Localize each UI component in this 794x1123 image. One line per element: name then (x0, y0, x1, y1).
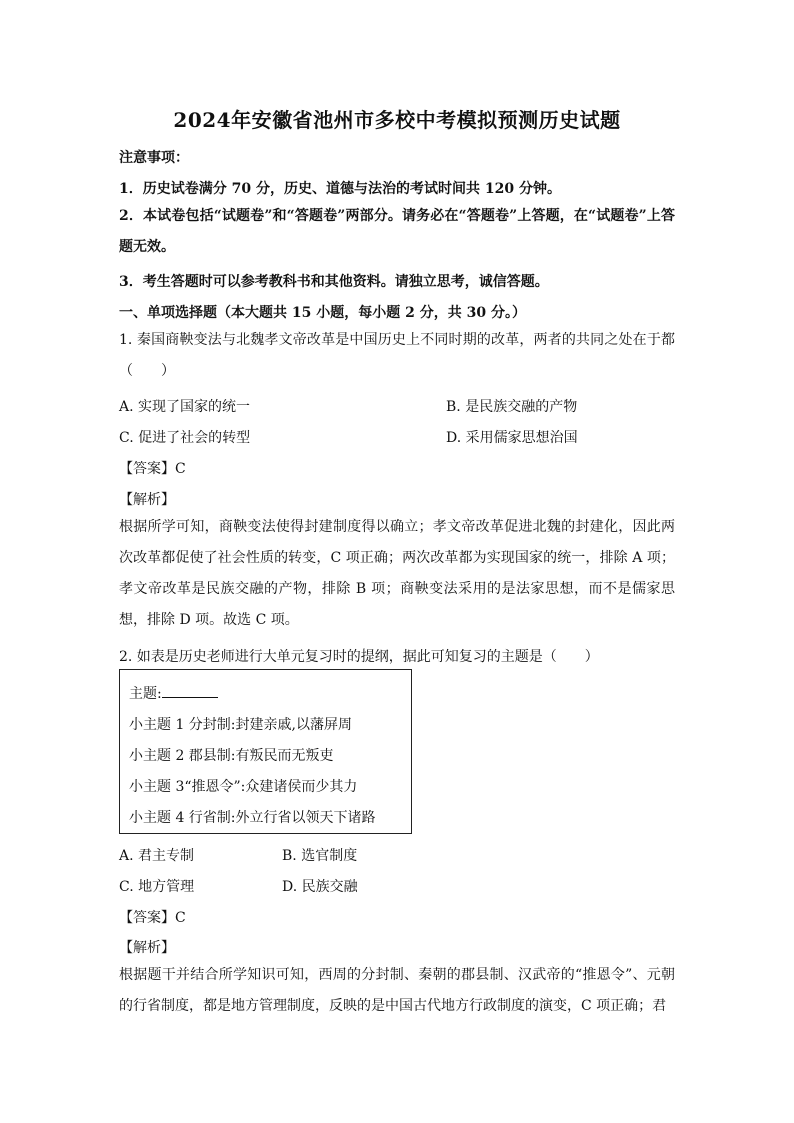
notice-item-2: 2．本试卷包括“试题卷”和“答题卷”两部分。请务必在“答题卷”上答题，在“试题卷”上答题无效。 (119, 208, 675, 255)
q2-analysis-label: 【解析】 (119, 940, 175, 956)
q1-option-a: A. 实现了国家的统一 (119, 399, 251, 415)
q2-option-c: C. 地方管理 (119, 879, 195, 895)
page-title: 2024年安徽省池州市多校中考模拟预测历史试题 (173, 108, 621, 132)
q2-answer: 【答案】C (119, 910, 186, 926)
notice-item-3: 3．考生答题时可以参考教科书和其他资料。请独立思考，诚信答题。 (119, 274, 549, 290)
q2-option-d: D. 民族交融 (282, 879, 358, 895)
notice-heading: 注意事项： (119, 150, 189, 166)
theme-blank (162, 683, 218, 698)
q1-option-b: B. 是民族交融的产物 (446, 399, 578, 415)
q1-answer: 【答案】C (119, 461, 186, 477)
q1-analysis: 根据所学可知，商鞅变法使得封建制度得以确立；孝文帝改革促进北魏的封建化，因此两次改革都促使了社会性质的转变，C 项正确；两次改革都为实现国家的统一，排除 A 项；孝文帝改革是民族交融的产物，排除 B 项；商鞅变法采用的是法家思想，而不是儒家思想，排除 D 项。故选 C 项。 (119, 519, 675, 628)
outline-row-3: 小主题 3“推恩令”:众建诸侯而少其力 (129, 779, 358, 795)
q1-option-d: D. 采用儒家思想治国 (446, 430, 578, 446)
question-1-stem: 1. 秦国商鞅变法与北魏孝文帝改革是中国历史上不同时期的改革，两者的共同之处在于都（ ） (119, 332, 675, 379)
question-2-stem: 2. 如表是历史老师进行大单元复习时的提纲，据此可知复习的主题是（ ） (119, 649, 599, 665)
q2-analysis: 根据题干并结合所学知识可知，西周的分封制、秦朝的郡县制、汉武帝的“推恩令”、元朝的行省制度，都是地方管理制度，反映的是中国古代地方行政制度的演变，C 项正确；君 (119, 967, 675, 1014)
q2-option-b: B. 选官制度 (282, 848, 358, 864)
q2-option-a: A. 君主专制 (119, 848, 195, 864)
outline-theme-row (129, 683, 218, 703)
outline-theme-label: 主题: (129, 686, 162, 702)
q1-analysis-label: 【解析】 (119, 492, 175, 508)
outline-row-4: 小主题 4 行省制:外立行省以领天下诸路 (129, 810, 376, 826)
outline-table (119, 669, 412, 834)
q1-option-c: C. 促进了社会的转型 (119, 430, 251, 446)
notice-item-1: 1．历史试卷满分 70 分，历史、道德与法治的考试时间共 120 分钟。 (119, 181, 561, 197)
outline-row-2: 小主题 2 郡县制:有叛民而无叛吏 (129, 748, 334, 764)
section-heading: 一、单项选择题（本大题共 15 小题，每小题 2 分，共 30 分。） (119, 305, 526, 321)
outline-row-1: 小主题 1 分封制:封建亲戚,以藩屏周 (129, 717, 352, 733)
